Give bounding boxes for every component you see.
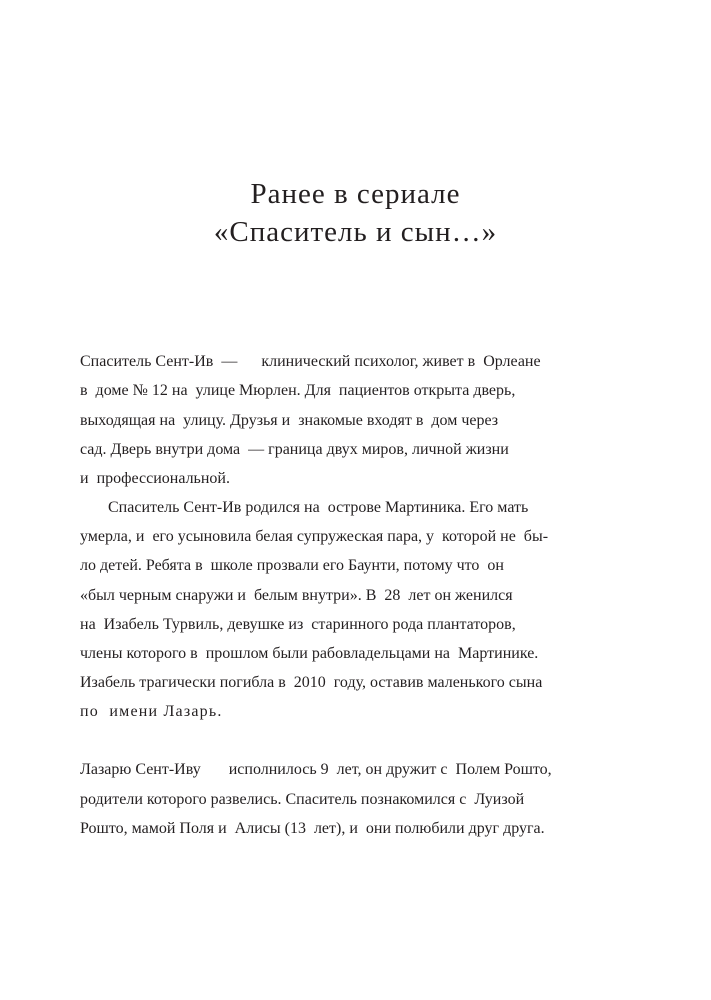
text-line: выходящая на улицу. Друзья и знакомые входят в дом через xyxy=(80,412,499,429)
text-line: родители которого развелись. Спаситель познакомился с Луизой xyxy=(80,791,525,808)
text-line: Спаситель Сент-Ив — клинический психолог, живет в Орлеане xyxy=(80,353,541,370)
text-line: сад. Дверь внутри дома — граница двух миров, личной жизни xyxy=(80,441,509,458)
text-line: на Изабель Турвиль, девушке из старинного рода плантаторов, xyxy=(80,616,516,633)
text-line: Рошто, мамой Поля и Алисы (13 лет), и они полюбили друг друга. xyxy=(80,820,545,837)
text-line: и профессиональной. xyxy=(80,470,230,487)
text-line: Изабель трагически погибла в 2010 году, оставив маленького сына xyxy=(80,674,543,691)
text-line: умерла, и его усыновила белая супружеская пара, у которой не бы- xyxy=(80,528,549,545)
title-line-1: Ранее в сериале xyxy=(250,178,461,210)
text-line: Лазарю Сент-Иву исполнилось 9 лет, он дружит с Полем Рошто, xyxy=(80,761,552,778)
text-line: Спаситель Сент-Ив родился на острове Мартиника. Его мать xyxy=(80,499,529,516)
text-line: члены которого в прошлом были рабовладельцами на Мартинике. xyxy=(80,645,539,662)
title-line-2: «Спаситель и сын…» xyxy=(213,216,498,248)
page-title xyxy=(0,175,711,251)
text-line: «был черным снаружи и белым внутри». В 28 лет он женился xyxy=(80,587,513,604)
text-line: по имени Лазарь. xyxy=(80,703,223,720)
text-line: ло детей. Ребята в школе прозвали его Баунти, потому что он xyxy=(80,557,504,574)
text-line: в доме № 12 на улице Мюрлен. Для пациентов открыта дверь, xyxy=(80,382,516,399)
